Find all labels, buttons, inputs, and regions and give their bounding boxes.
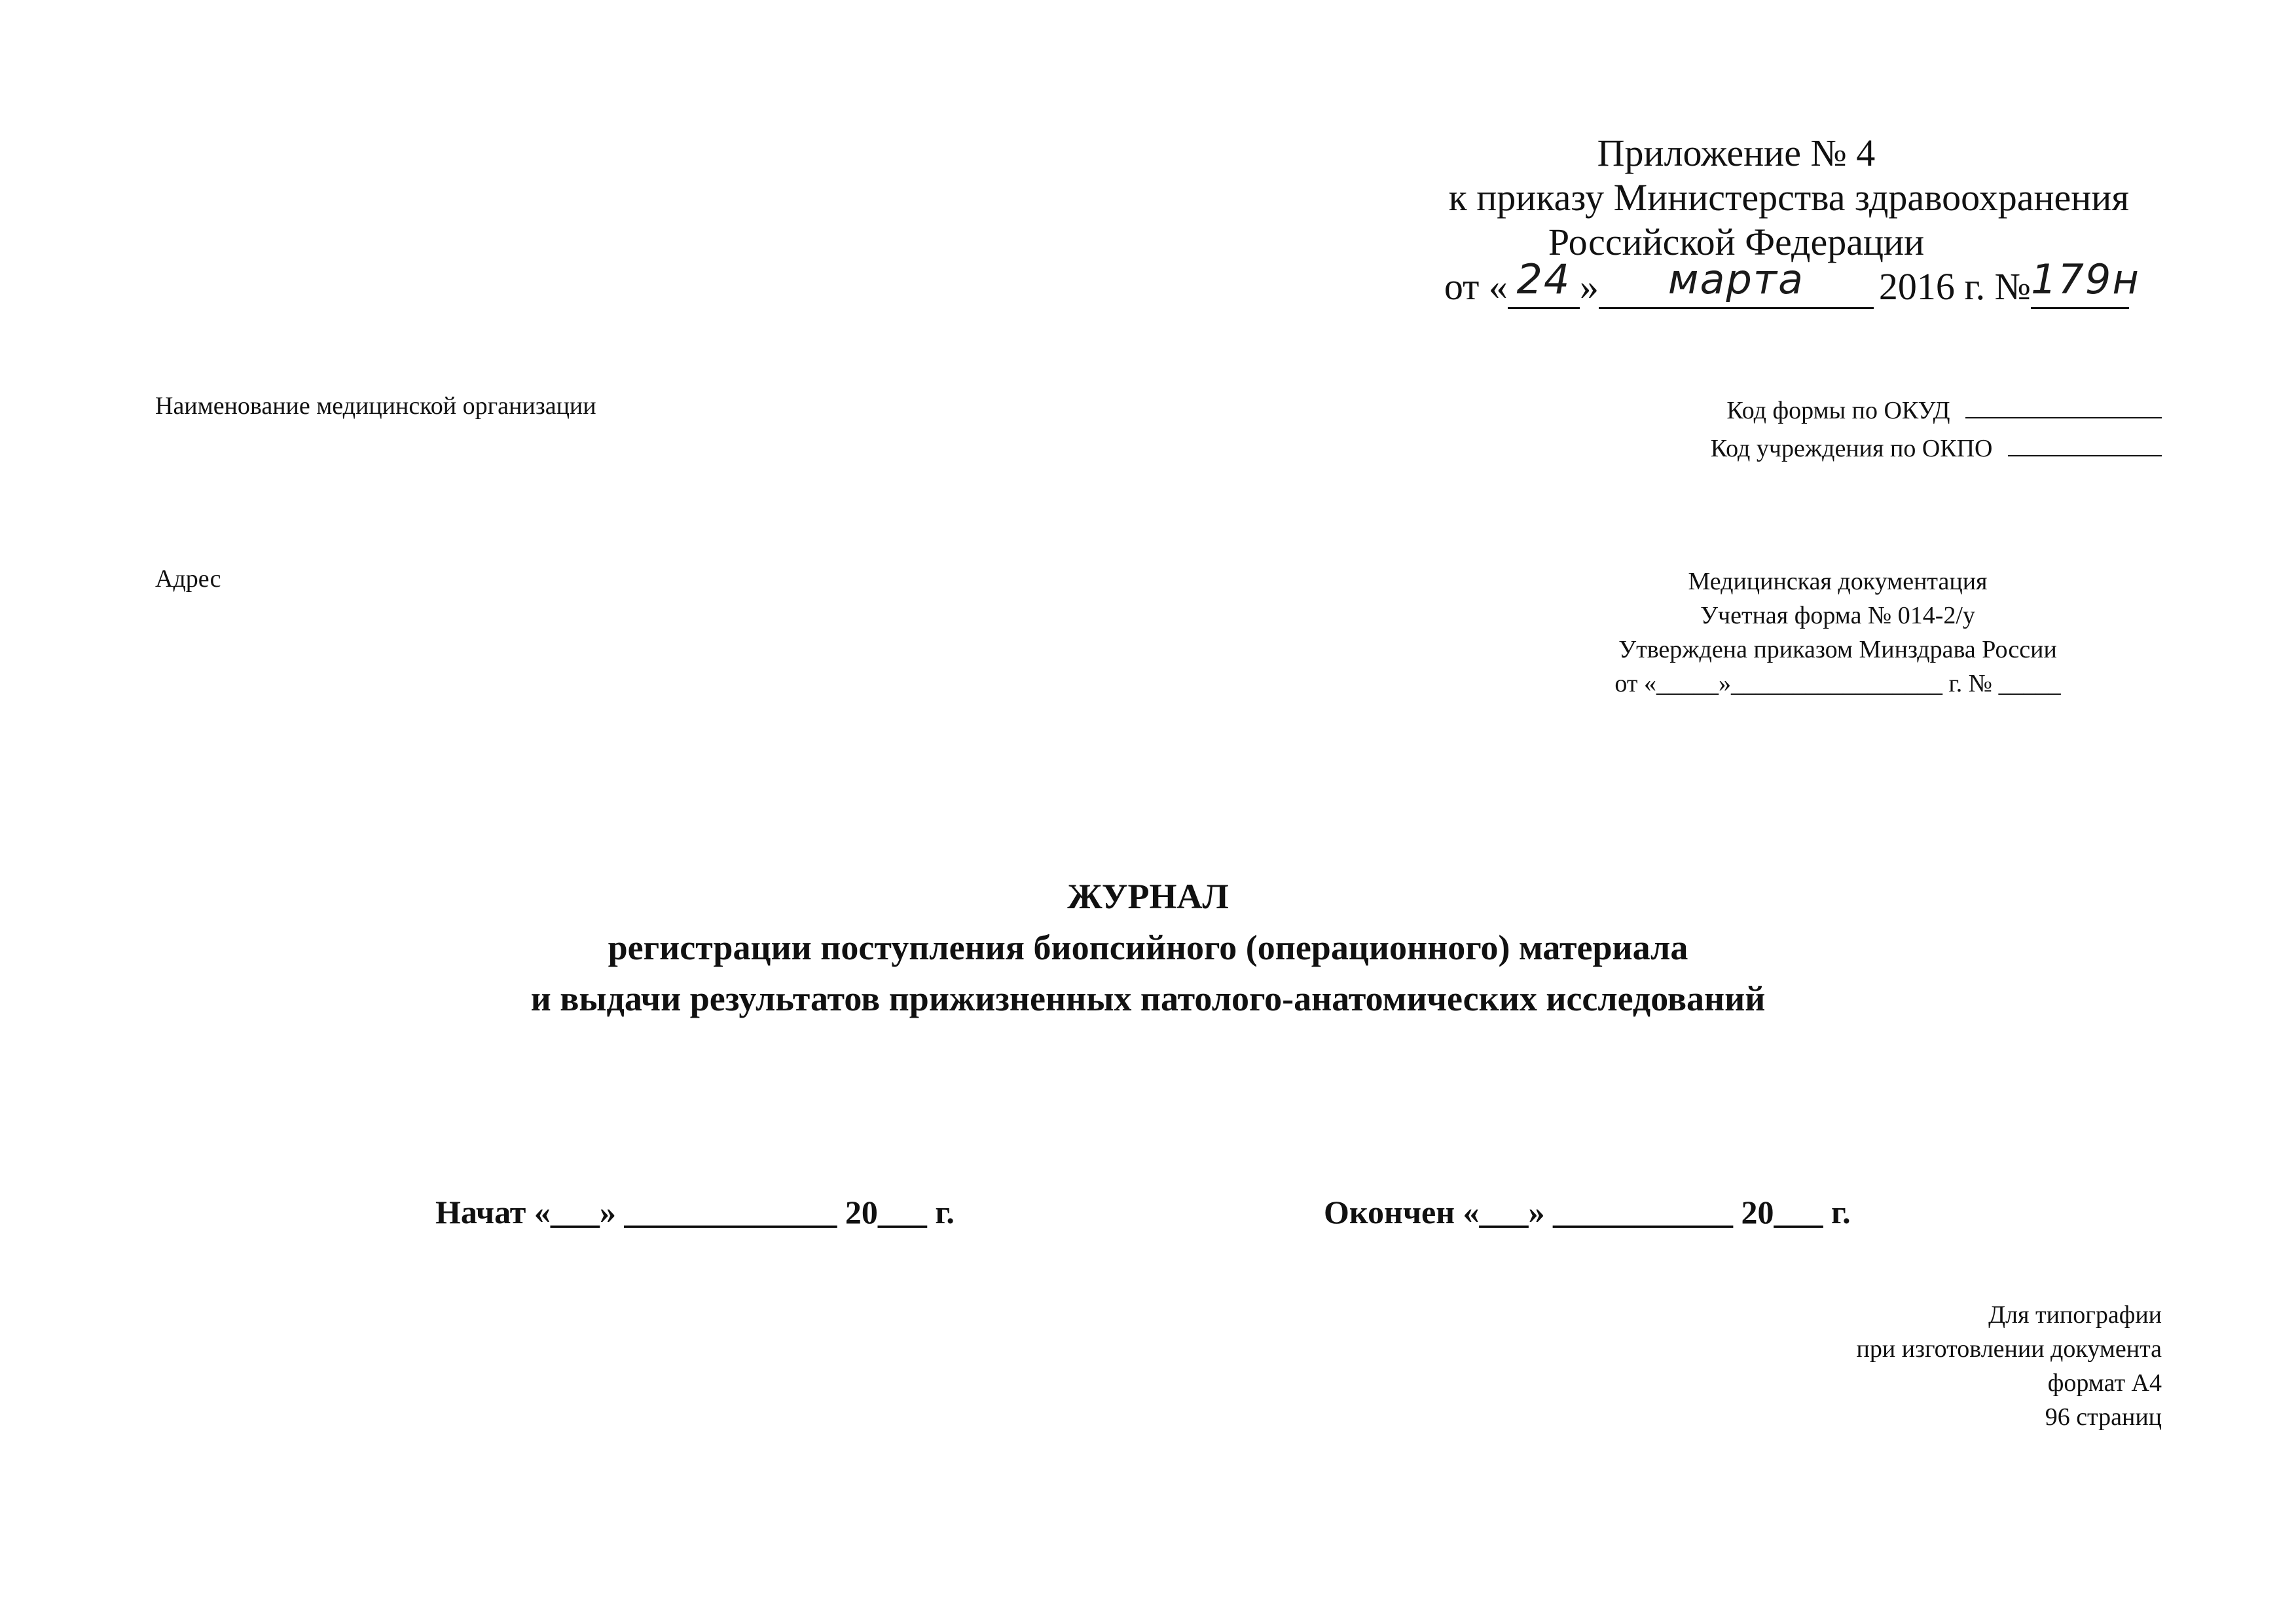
meddoc-line-1: Медицинская документация: [1688, 568, 1988, 595]
okpo-row: [1711, 430, 2162, 468]
okud-field[interactable]: [1965, 395, 2162, 418]
print-line-1: Для типографии: [1988, 1301, 2162, 1329]
org-name-label: Наименование медицинской организации: [155, 392, 596, 420]
title-line-3: и выдачи результатов прижизненных патолого-анатомических исследований: [530, 979, 1766, 1018]
start-date: Начат «___» _____________ 20___ г.: [435, 1194, 955, 1230]
meddoc-line-4: от «_____»_________________ г. № _____: [1614, 670, 2061, 697]
meddoc-line-3: Утверждена приказом Минздрава России: [1618, 636, 2057, 663]
okud-label: Код формы по ОКУД: [1726, 397, 1950, 424]
day-handwritten: 24: [1516, 255, 1571, 303]
journal-title: [0, 871, 2296, 1024]
appendix-title: Приложение № 4: [1597, 132, 1876, 174]
address-label: Адрес: [155, 565, 221, 593]
okud-row: [1711, 392, 2162, 430]
month-field: [1599, 255, 1874, 309]
appendix-date-line: [1343, 255, 2140, 309]
date-quote: »: [1579, 265, 1599, 308]
end-date: Окончен «___» ___________ 20___ г.: [1324, 1194, 1851, 1230]
month-handwritten: марта: [1667, 255, 1805, 303]
okpo-label: Код учреждения по ОКПО: [1710, 435, 1993, 462]
appendix-country-line: Российской Федерации: [1548, 221, 1925, 263]
number-handwritten: 179н: [2031, 255, 2140, 303]
okpo-field[interactable]: [2008, 433, 2162, 456]
appendix-order-line: к приказу Министерства здравоохранения: [1448, 176, 2129, 219]
meddoc-line-2: Учетная форма № 014-2/у: [1700, 602, 1975, 629]
number-field: [2031, 255, 2140, 309]
print-line-4: 96 страниц: [2045, 1403, 2162, 1431]
appendix-block: [1343, 131, 2140, 309]
print-info: [1857, 1298, 2162, 1434]
title-heading: ЖУРНАЛ: [1067, 877, 1229, 916]
date-prefix: от «: [1444, 265, 1508, 308]
print-line-2: при изготовлении документа: [1856, 1335, 2162, 1363]
day-field: [1508, 255, 1580, 309]
meddoc-block: [1589, 564, 2086, 701]
codes-block: [1711, 392, 2162, 468]
title-line-2: регистрации поступления биопсийного (операционного) материала: [608, 928, 1688, 967]
year-text: 2016 г. №: [1878, 265, 2031, 308]
print-line-3: формат А4: [2047, 1369, 2162, 1397]
